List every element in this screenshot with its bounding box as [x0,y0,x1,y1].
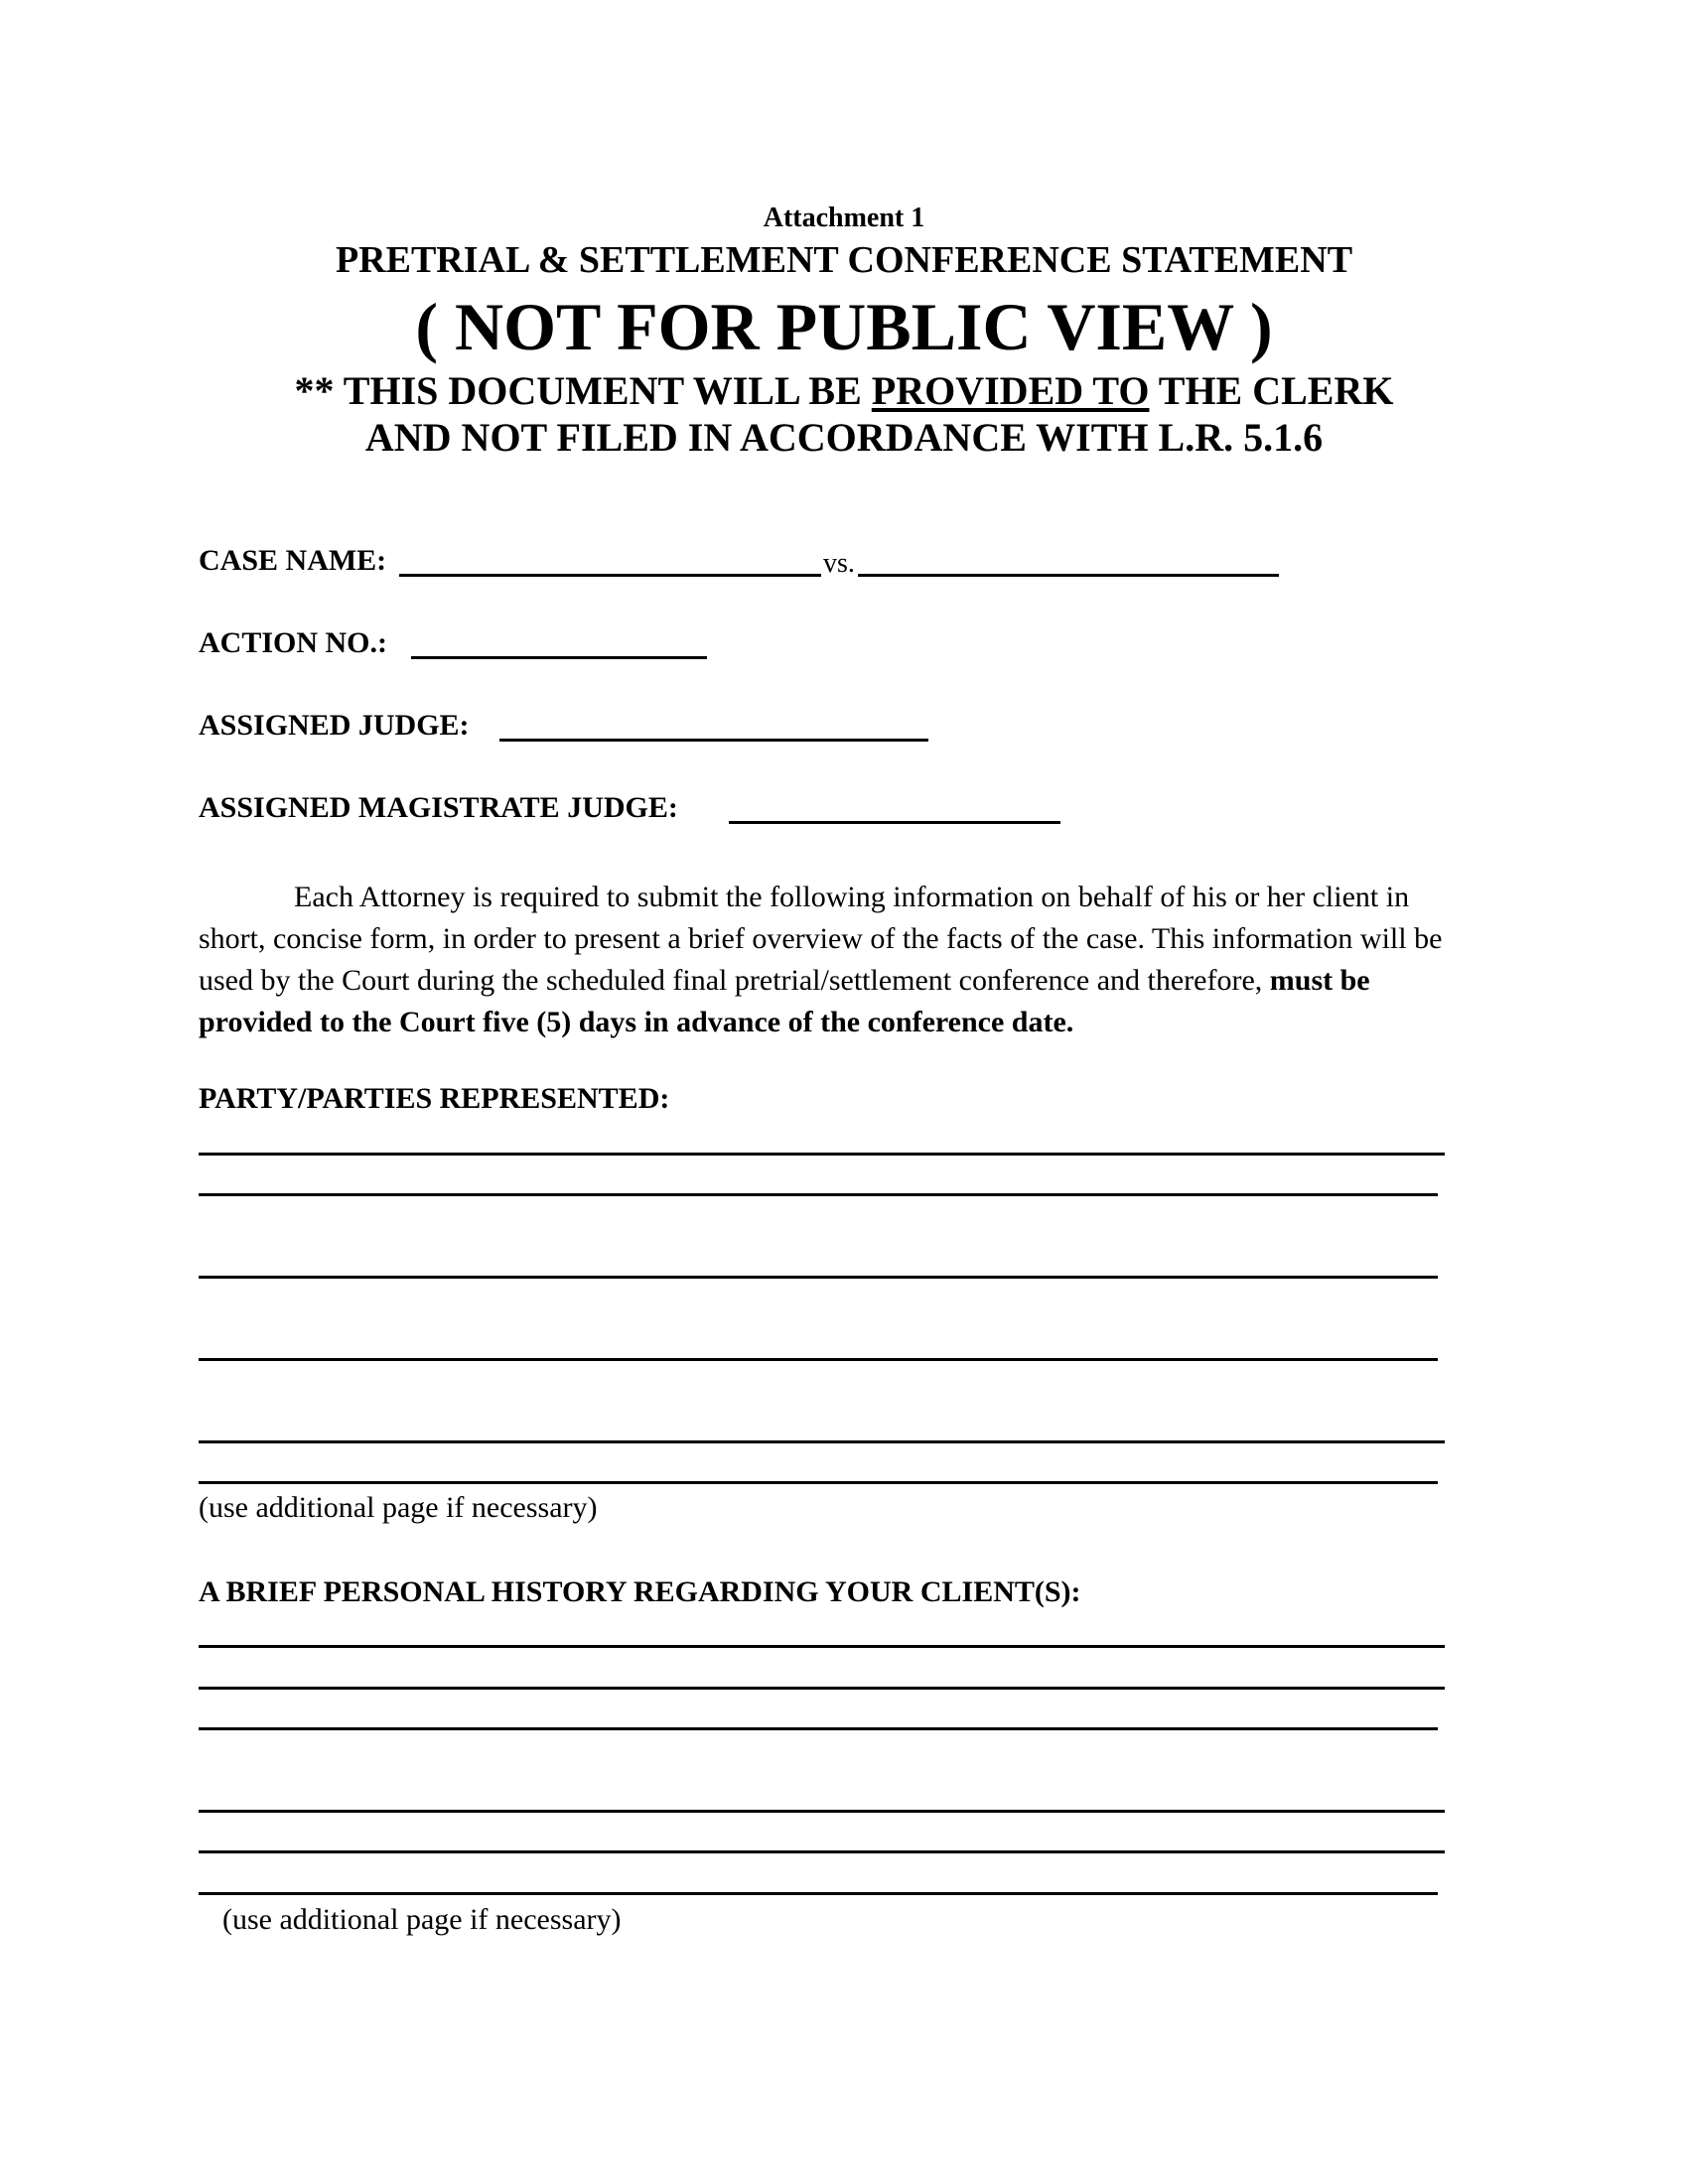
case-name-plaintiff-field[interactable] [399,574,821,577]
case-name-defendant-field[interactable] [858,574,1279,577]
vs-label: vs. [823,548,855,579]
document-title: PRETRIAL & SETTLEMENT CONFERENCE STATEMENT [335,239,1353,281]
case-name-label: CASE NAME: [199,544,387,577]
history-line-4[interactable] [199,1810,1445,1813]
magistrate-judge-field[interactable] [729,821,1060,824]
attachment-label: Attachment 1 [763,203,925,233]
filing-notice-line-1 [0,367,1688,414]
instructions-text: Each Attorney is required to submit the following information on behalf of his or her client in short, concise form, in order to present a brief overview of the facts of the case. This information will be used by the Court during the scheduled final pretrial/settlement conference and therefore, [199,881,1443,997]
restriction-banner: ( NOT FOR PUBLIC VIEW ) [415,289,1273,364]
instructions-deadline: must be provided to the Court five (5) days in advance of the conference date. [199,964,1370,1038]
history-line-6[interactable] [199,1892,1438,1895]
magistrate-judge-label: ASSIGNED MAGISTRATE JUDGE: [199,791,678,824]
history-line-5[interactable] [199,1850,1445,1853]
parties-line-6[interactable] [199,1481,1438,1484]
parties-line-2[interactable] [199,1193,1438,1196]
notice-suffix: THE CLERK [1149,368,1394,413]
notice-underlined: PROVIDED TO [871,368,1150,413]
history-heading: A BRIEF PERSONAL HISTORY REGARDING YOUR CLIENT(S): [199,1575,1081,1608]
history-line-3[interactable] [199,1727,1438,1730]
action-no-field[interactable] [411,656,707,659]
filing-notice-line-2: AND NOT FILED IN ACCORDANCE WITH L.R. 5.1.6 [364,415,1324,460]
notice-prefix: ** THIS DOCUMENT WILL BE [294,368,872,413]
parties-line-3[interactable] [199,1276,1438,1279]
parties-additional-page-note: (use additional page if necessary) [199,1491,598,1524]
parties-line-1[interactable] [199,1153,1445,1156]
history-additional-page-note: (use additional page if necessary) [222,1903,622,1936]
history-line-1[interactable] [199,1645,1445,1648]
parties-line-5[interactable] [199,1440,1445,1443]
instructions-paragraph [199,877,1479,1043]
assigned-judge-field[interactable] [499,739,928,742]
parties-heading: PARTY/PARTIES REPRESENTED: [199,1082,670,1115]
parties-line-4[interactable] [199,1358,1438,1361]
action-no-label: ACTION NO.: [199,626,388,659]
history-line-2[interactable] [199,1687,1445,1690]
assigned-judge-label: ASSIGNED JUDGE: [199,709,470,742]
